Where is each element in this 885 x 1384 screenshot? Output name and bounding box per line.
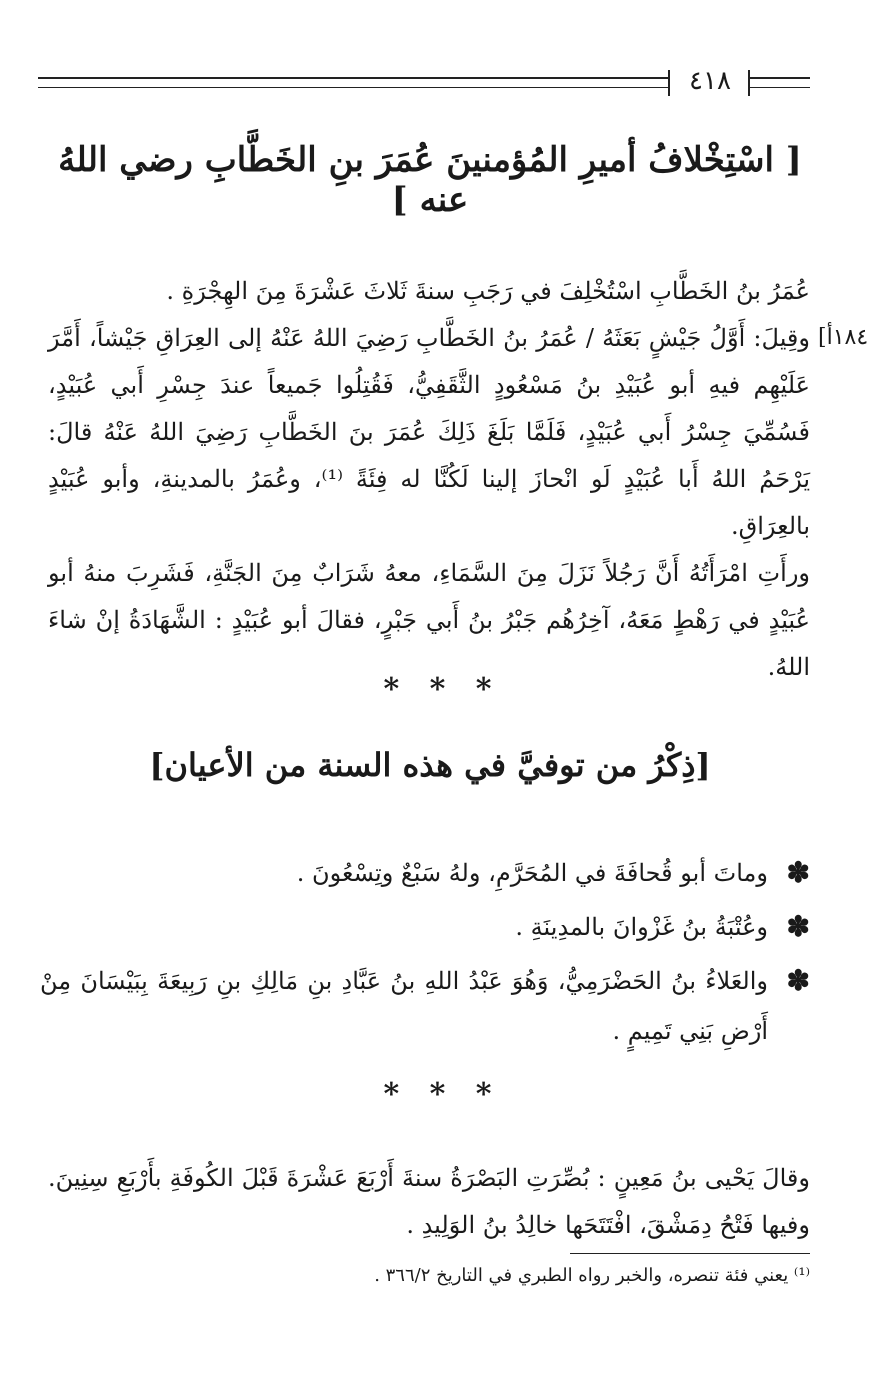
page-header	[38, 66, 810, 100]
header-rule-right	[750, 77, 810, 88]
page-number: ٤١٨	[689, 66, 731, 96]
footnote: ⁽¹⁾ يعني فئة تنصره، والخبر رواه الطبري في التاريخ ٣٦٦/٢ .	[374, 1265, 810, 1286]
asterisk-icon: ✽	[786, 964, 810, 997]
paragraph-2: وقِيلَ: أَوَّلُ جَيْشٍ بَعَثَهُ / عُمَرُ بنُ الخَطَّابِ رَضِيَ اللهُ عَنْهُ إلى العِرَاقِ جَيْشاً، أَمَّرَ عَلَيْهِم فيهِ أبو عُبَيْدِ بنُ مَسْعُودٍ الثَّقَفِيُّ، فَقُتِلُوا جَميعاً عندَ جِسْرِ أَبي عُبَيْدٍ، فَسُمِّيَ جِسْرُ أَبي عُبَيْدٍ، فَلَمَّا بَلَغَ ذَلِكَ عُمَرَ بنَ الخَطَّابِ رَضِيَ اللهُ عَنْهُ قالَ: يَرْحَمُ اللهُ أَبا عُبَيْدٍ لَو انْحازَ إلينا لَكُنَّا له فِئَةً ⁽¹⁾، وعُمَرُ بالمدينةِ، وأبو عُبَيْدٍ بالعِرَاقِ.	[48, 324, 810, 540]
asterisk-icon: ✽	[786, 910, 810, 943]
paragraph-1: عُمَرُ بنُ الخَطَّابِ اسْتُخْلِفَ في رَجَبِ سنةَ ثَلاثَ عَشْرَةَ مِنَ الهِجْرَةِ .	[166, 277, 810, 305]
chapter-title: [ اسْتِخْلافُ أميرِ المُؤمنينَ عُمَرَ بنِ الخَطَّابِ رضي اللهُ عنه ]	[58, 140, 802, 220]
list-item	[40, 848, 810, 898]
list-item	[40, 902, 810, 952]
list-item-text: وعُتْبَةُ بنُ غَزْوانَ بالمدِينَةِ .	[515, 913, 768, 941]
list-item	[40, 956, 810, 1056]
asterisk-icon: ✽	[786, 856, 810, 889]
footnote-rule	[570, 1253, 810, 1254]
section-separator-2: * * *	[383, 1077, 502, 1112]
header-rule-left	[38, 77, 668, 88]
header-bar-left	[668, 70, 670, 96]
paragraph-4: وقالَ يَحْيى بنُ مَعِينٍ : بُصِّرَتِ البَصْرَةُ سنةَ أَرْبَعَ عَشْرَةَ قَبْلَ الكُوفَةِ بأَرْبَعِ سِنِينَ. وفيها فَتْحُ دِمَشْقَ، افْتَتَحَها خالِدُ بنُ الوَلِيدِ .	[48, 1164, 810, 1239]
paragraph-3: ورأَتِ امْرَأَتُهُ أَنَّ رَجُلاً نَزَلَ مِنَ السَّمَاءِ، معهُ شَرَابٌ مِنَ الجَنَّةِ، فَشَرِبَ منهُ أبو عُبَيْدٍ في رَهْطٍ مَعَهُ، آخِرُهُم جَبْرُ بنُ أَبي جَبْرٍ، فقالَ أبو عُبَيْدٍ : الشَّهَادَةُ إنْ شاءَ اللهُ.	[48, 559, 810, 681]
section-separator-1: * * *	[383, 672, 502, 707]
section-title: [ذِكْرُ من توفيَّ في هذه السنة من الأعيان]	[149, 746, 711, 784]
list-item-text: وماتَ أبو قُحافَةَ في المُحَرَّمِ، ولهُ سَبْعٌ وتِسْعُونَ .	[296, 859, 768, 887]
manuscript-folio-note: ١٨٤أ]	[818, 325, 869, 350]
list-item-text: والعَلاءُ بنُ الحَضْرَمِيُّ، وَهُوَ عَبْدُ اللهِ بنُ عَبَّادِ بنِ مَالِكِ بنِ رَبِيعَةَ بِبَيْسَانَ مِنْ أَرْضِ بَنِي تَمِيمٍ .	[40, 967, 768, 1045]
